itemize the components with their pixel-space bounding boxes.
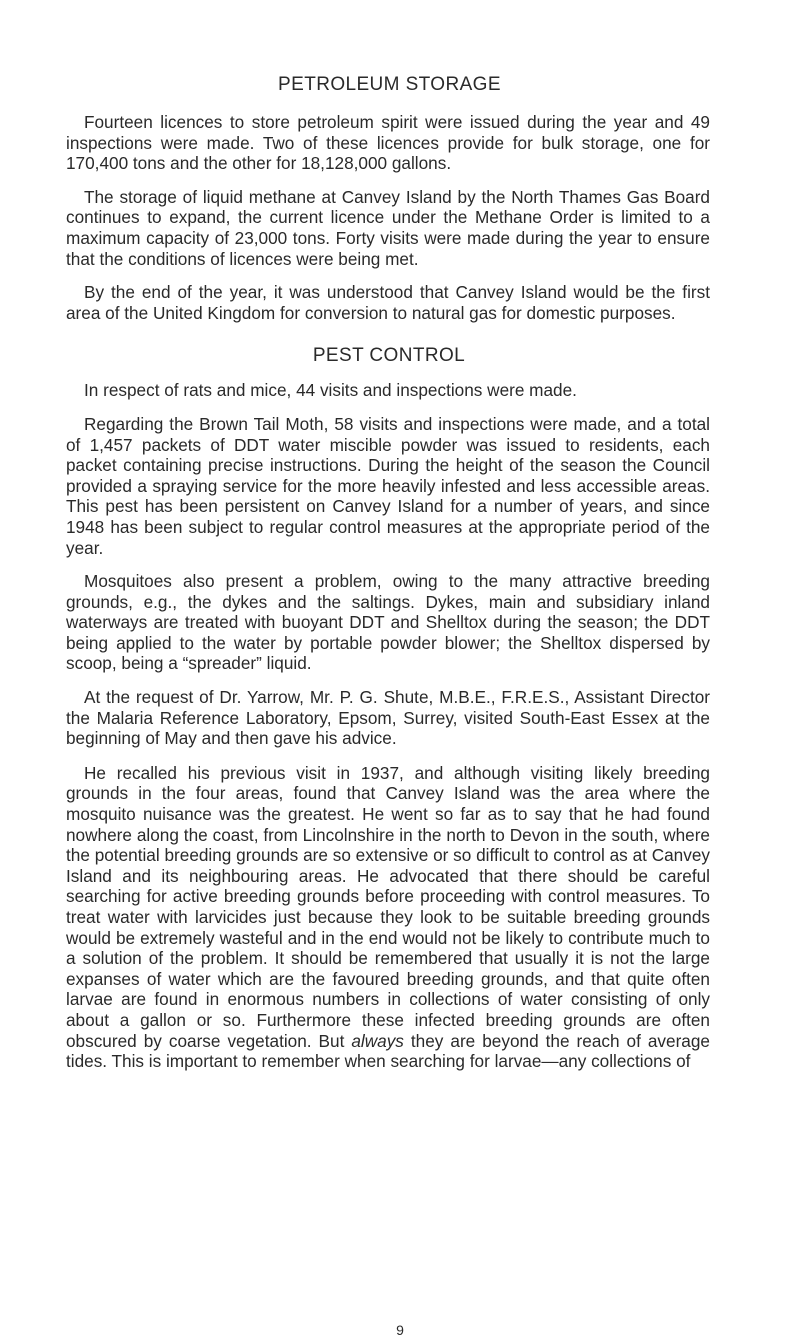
paragraph-text: they are beyond the reach of average tides. This is important to remember when searching for larvae—any collections of	[66, 1030, 710, 1072]
paragraph: Regarding the Brown Tail Moth, 58 visits and inspections were made, and a total of 1,457 packets of DDT water miscible powder was issued to residents, each packet containing precise instructions. During the height of the season the Council provided a spraying service for the more heavily infested and less accessible areas. This pest has been persistent on Canvey Island for a number of years, and since 1948 has been subject to regular control measures at the appropriate period of the year.	[66, 413, 710, 558]
paragraph: At the request of Dr. Yarrow, Mr. P. G. Shute, M.B.E., F.R.E.S., Assistant Director the Malaria Reference Laboratory, Epsom, Surrey, visited South-East Essex at the beginning of May and then gave his advice.	[66, 687, 710, 749]
paragraph: Mosquitoes also present a problem, owing to the many attractive breeding grounds, e.g., the dykes and the saltings. Dykes, main and subsidiary inland waterways are treated with buoyant DDT and Shelltox during the season; the DDT being applied to the water by portable powder blower; the Shelltox dispersed by scoop, being a “spreader” liquid.	[66, 571, 710, 674]
section-heading-petroleum-storage: PETROLEUM STORAGE	[278, 74, 501, 95]
paragraph-continued	[66, 763, 710, 1072]
paragraph-text: He recalled his previous visit in 1937, and although visiting likely breeding grounds in the four areas, found that Canvey Island was the area where the mosquito nuisance was the greatest. He went so far as to say that he had found nowhere along the coast, from Lincolnshire in the north to Devon in the south, where the potential breeding grounds are so extensive or so difficult to control as at Canvey Island and its neighbouring areas. He advocated that there should be careful searching for active breeding grounds before proceeding with control measures. To treat water with larvicides just because they look to be suitable breeding grounds would be extremely wasteful and in the end would not be likely to contribute much to a solution of the problem. It should be remembered that usually it is not the large expanses of water which are the favoured breeding grounds, and that quite often larvae are found in enormous numbers in collections of water consisting of only about a gallon or so. Furthermore these infected breeding grounds are often obscured by coarse vegetation. But	[66, 762, 710, 1051]
paragraph: Fourteen licences to store petroleum spirit were issued during the year and 49 inspections were made. Two of these licences provide for bulk storage, one for 170,400 tons and the other for 18,128,000 gallons.	[66, 112, 710, 174]
section-heading-pest-control: PEST CONTROL	[312, 345, 466, 367]
paragraph: By the end of the year, it was understood that Canvey Island would be the first area of the United Kingdom for conversion to natural gas for domestic purposes.	[66, 282, 710, 323]
document-page	[66, 74, 710, 1085]
paragraph: The storage of liquid methane at Canvey Island by the North Thames Gas Board continues to expand, the current licence under the Methane Order is limited to a maximum capacity of 23,000 tons. Forty visits were made during the year to ensure that the conditions of licences were being met.	[66, 186, 710, 269]
emphasized-word: always	[351, 1030, 404, 1051]
page-number: 9	[396, 1322, 404, 1338]
paragraph: In respect of rats and mice, 44 visits and inspections were made.	[84, 380, 577, 401]
